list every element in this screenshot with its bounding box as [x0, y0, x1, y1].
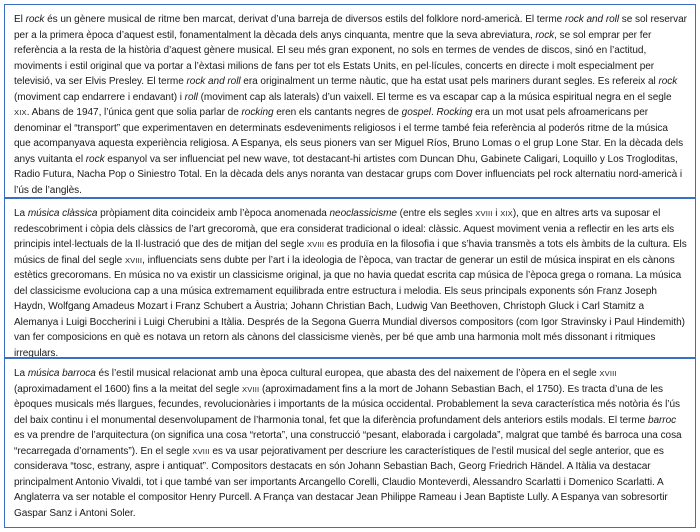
italic-term: rock and roll [186, 76, 241, 87]
text-run: és un gènere musical de ritme ben marcat, derivat d’una barreja de diversos estils del folklore nord-americà. El terme [44, 14, 565, 25]
century-numeral: XVIII [124, 255, 143, 265]
text-run: . [430, 107, 437, 118]
text-run: eren els cantants negres de [273, 107, 402, 118]
text-run: se sol reservar per a la primera època d’aquest estil, fonamentalment la dècada dels anys cinquanta, mentre que la seva abreviatura, [14, 14, 687, 41]
italic-term: Rocking [436, 107, 473, 118]
text-run: pròpiament dita coincideix amb l’època anomenada [97, 208, 330, 219]
text-run: , influenciats sens dubte per l’art i la ideologia de l’època, van tractar de generar un estil de música inspirat en els cànons estètics grecoromans. En música no va existir un classicisme original, ja que no havia quedat escrita cap música de l’època grega o romana. La música del classicisme evoluciona cap a una música extremament equilibrada entre estructura i melodia. Els seus principals exponents són Franz Joseph Haydn, Wolfgang Amadeus Mozart i Franz Schubert a Àustria; Johann Christian Bach, Ludwig Van Beethoven, Christoph Gluck i Carl Stamitz a Alemanya i Luigi Boccherini i Luigi Cherubini a Itàlia. Després de la Segona Guerra Mundial diversos compositors (com Igor Stravinsky i Paul Hindemith) van fer composicions en què es notava un retorn als cànons del classicisme vienès, per bé que amb una harmonia molt més dissonant i ritmiques irregulars. [14, 254, 685, 358]
text-run: (aproximadament fins a la mort de Johann Sebastian Bach, el 1750). Es tracta d’una de les èpoques musicals més llargues, fecundes, revolucionàries i importants de la música occidental. Probablement la seva característica més notòria és l’ús del baix continu i el monumental desenvolupament de l’harmonia tonal, fet que la diferència profundament dels anteriors estils modals. El terme [14, 383, 680, 426]
text-run: (entre els segles [396, 208, 476, 219]
century-numeral: XVIII [242, 384, 260, 394]
text-run: es va usar pejorativament per descriure les característiques de l’estil musical del segle anterior, que es considerava “tosc, estrany, aspre i antiquat”. Compositors destacats en són Johann Sebastian Bach, Georg Friedrich Händel. A Itàlia va destacar principalment Antonio Vivaldi, tot i que també van ser importants Arcangello Corelli, Claudio Monteverdi, Alessandro Scarlatti i Domenico Scarlatti. A Anglaterra va ser notable el compositor Henry Purcell. A França van destacar Jean Philippe Rameau i Jean Baptiste Lully. A Espanya van sobresortir Gaspar Sanz i Antoni Soler. [14, 445, 668, 519]
century-numeral: XIX [500, 209, 513, 218]
text-run: (moviment cap endarrere i endavant) i [14, 91, 185, 103]
italic-term: gospel [401, 107, 431, 118]
text-run: es produïa en la filosofia i que s’havia transmès a tots els àmbits de la cultura. Els músics de final del segle [14, 239, 687, 266]
italic-term: rock and roll [564, 14, 620, 25]
text-run: La [14, 368, 28, 379]
baroque-music-section [4, 358, 696, 528]
century-numeral: XVIII [306, 240, 325, 249]
italic-term: música clàssica [27, 208, 98, 219]
text-run: El [14, 14, 26, 25]
italic-term: barroc [647, 414, 677, 426]
text-run: espanyol va ser influenciat pel new wave, tot destacant-hi artistes com Duncan Dhu, Gabinete Caligari, Loquillo y Los Trogloditas, Radio Futura, Nacha Pop o Siniestro Total. En la dècada dels anys noranta van destacar grups com Dover influenciats pel rock alternatiu nord-americà i l’ús de l’anglès. [14, 153, 683, 196]
century-numeral: XVIII [475, 209, 493, 218]
text-run: i [492, 208, 501, 219]
italic-term: rock [535, 29, 555, 41]
text-run: era un mot usat pels afroamericans per denominar el “transport” que experimentaven en determinats esdeveniments religiosos i el terme també feia referència al poderós ritme de la música que acompanyava aquesta experiència religiosa. A Espanya, els seus pioners van ser Miguel Ríos, Bruno Lomas o el grup Lone Star. En la dècada dels anys vuitanta el [14, 107, 684, 165]
italic-term: rock [85, 153, 105, 165]
text-run: La [14, 208, 28, 219]
rock-paragraph [14, 12, 687, 198]
century-numeral: XVIII [599, 369, 617, 378]
text-run: ), que en altres arts va suposar el redescobriment i còpia dels clàssics de l’art grecoromà, que era considerat tradicional o ideal: clàssic. Aquest moviment venia a reflectir en les arts els principis intel·lectuals de la Il·lustració que des de mitjan del segle [14, 208, 675, 250]
italic-term: rock [25, 14, 45, 25]
text-run: . Abans de 1947, l’única gent que solia parlar de [26, 107, 242, 118]
italic-term: música barroca [27, 368, 96, 379]
text-run: , se sol emprar per fer referència a la resta de la història d’aquest gènere musical. El seu més gran exponent, no sols en termes de vendes de discos, sinó en l’actitud, moviments i estil original que va portar a l’èxtasi milions de fans per tot els Estats Units, en pel·lícules, concerts en directe i molt especialment per televisió, va ser Elvis Presley. El terme [14, 29, 655, 87]
century-numeral: XVIII [192, 446, 210, 456]
classical-music-paragraph [14, 206, 687, 358]
rock-section [4, 4, 696, 198]
text-run: (aproximadament el 1600) fins a la meitat del segle [14, 383, 243, 395]
text-run: (moviment cap als laterals) d’un vaixell. El terme es va escapar cap a la música espiritual negra en el segle [197, 91, 672, 103]
century-numeral: XIX [14, 108, 27, 117]
italic-term: roll [184, 91, 198, 103]
text-run: es va prendre de l’arquitectura (on significa una cosa “retorta”, una construcció “pesant, elaborada i cargolada”, malgrat que també és barroca una cosa “recarregada d’ornaments”). En el segle [14, 430, 682, 457]
baroque-music-paragraph [14, 366, 687, 521]
italic-term: rocking [241, 107, 274, 118]
italic-term: neoclassicisme [329, 208, 397, 219]
text-run: era originalment un terme nàutic, que ha estat usat pels mariners durant segles. Es refereix al [240, 76, 659, 87]
text-run: és l’estil musical relacionat amb una època cultural europea, que abasta des del naixement de l’òpera en el segle [95, 368, 600, 379]
classical-music-section [4, 198, 696, 358]
italic-term: rock [658, 76, 678, 87]
document [4, 4, 696, 528]
